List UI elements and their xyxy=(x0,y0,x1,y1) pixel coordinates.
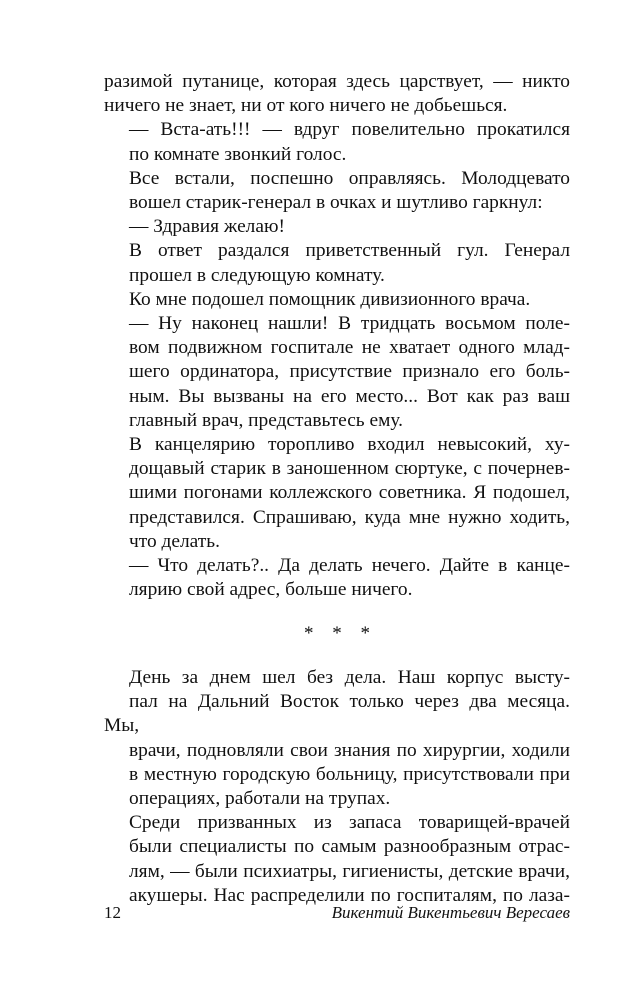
paragraph xyxy=(104,811,570,908)
text-line: Ко мне подошел помощник дивизионного врача. xyxy=(129,288,531,310)
text-line: — Здравия желаю! xyxy=(129,216,285,238)
text-line: вом подвижном госпитале не хватает одного млад- xyxy=(129,337,570,359)
text-line: дощавый старик в заношенном сюртуке, с почернев- xyxy=(129,458,570,480)
text-line: прошел в следующую комнату. xyxy=(129,264,385,286)
text-line: разимой путанице, которая здесь царствует, — никто xyxy=(104,71,570,92)
paragraph xyxy=(104,554,570,602)
text-line: были специалисты по самым разнообразным отрас- xyxy=(129,836,570,858)
text-block-top xyxy=(104,70,570,602)
text-block-bottom xyxy=(104,666,570,908)
paragraph xyxy=(104,288,570,312)
text-line: Все встали, поспешно оправляясь. Молодцевато xyxy=(129,167,570,189)
text-line: шего ординатора, присутствие признало его боль- xyxy=(129,361,570,383)
paragraph xyxy=(104,215,570,239)
paragraph xyxy=(104,70,570,118)
paragraph xyxy=(104,666,570,811)
text-line: — Что делать?.. Да делать нечего. Дайте в канце- xyxy=(129,555,570,577)
text-line: пал на Дальний Восток только через два месяца. Мы, xyxy=(104,691,570,737)
page-number: 12 xyxy=(104,903,121,922)
text-line: шими погонами коллежского советника. Я подошел, xyxy=(129,482,570,504)
text-line: главный врач, представьтесь ему. xyxy=(129,409,403,431)
paragraph xyxy=(104,118,570,166)
text-line: операциях, работали на трупах. xyxy=(129,788,391,810)
text-line: — Ну наконец нашли! В тридцать восьмом поле- xyxy=(129,313,570,335)
text-line: вошел старик-генерал в очках и шутливо гаркнул: xyxy=(129,192,543,214)
text-line: акушеры. Нас распределили по госпиталям, по лаза- xyxy=(129,884,570,906)
text-line: лярию свой адрес, больше ничего. xyxy=(129,579,413,601)
text-line: — Вста-ать!!! — вдруг повелительно прокатился xyxy=(129,119,570,141)
text-line: лям, — были психиатры, гигиенисты, детские врачи, xyxy=(129,860,570,882)
text-line: ничего не знает, ни от кого ничего не добьешься. xyxy=(104,95,508,117)
running-footer-author: Викентий Викентьевич Вересаев xyxy=(331,903,570,922)
text-line: В ответ раздался приветственный гул. Генерал xyxy=(129,240,570,262)
text-line: по комнате звонкий голос. xyxy=(129,143,347,165)
text-line: в местную городскую больницу, присутствовали при xyxy=(129,763,570,785)
text-line: представился. Спрашиваю, куда мне нужно ходить, xyxy=(129,506,570,528)
text-line: врачи, подновляли свои знания по хирургии, ходили xyxy=(129,739,570,761)
text-line: В канцелярию торопливо входил невысокий, ху- xyxy=(129,434,570,456)
text-line: День за днем шел без дела. Наш корпус высту- xyxy=(129,667,570,688)
section-separator: * * * xyxy=(304,623,370,644)
text-line: Среди призванных из запаса товарищей-врачей xyxy=(129,812,570,834)
paragraph xyxy=(104,312,570,433)
text-line: что делать. xyxy=(129,530,220,552)
paragraph xyxy=(104,239,570,287)
paragraph xyxy=(104,167,570,215)
text-line: ным. Вы вызваны на его место... Вот как раз ваш xyxy=(129,385,570,407)
paragraph xyxy=(104,433,570,554)
